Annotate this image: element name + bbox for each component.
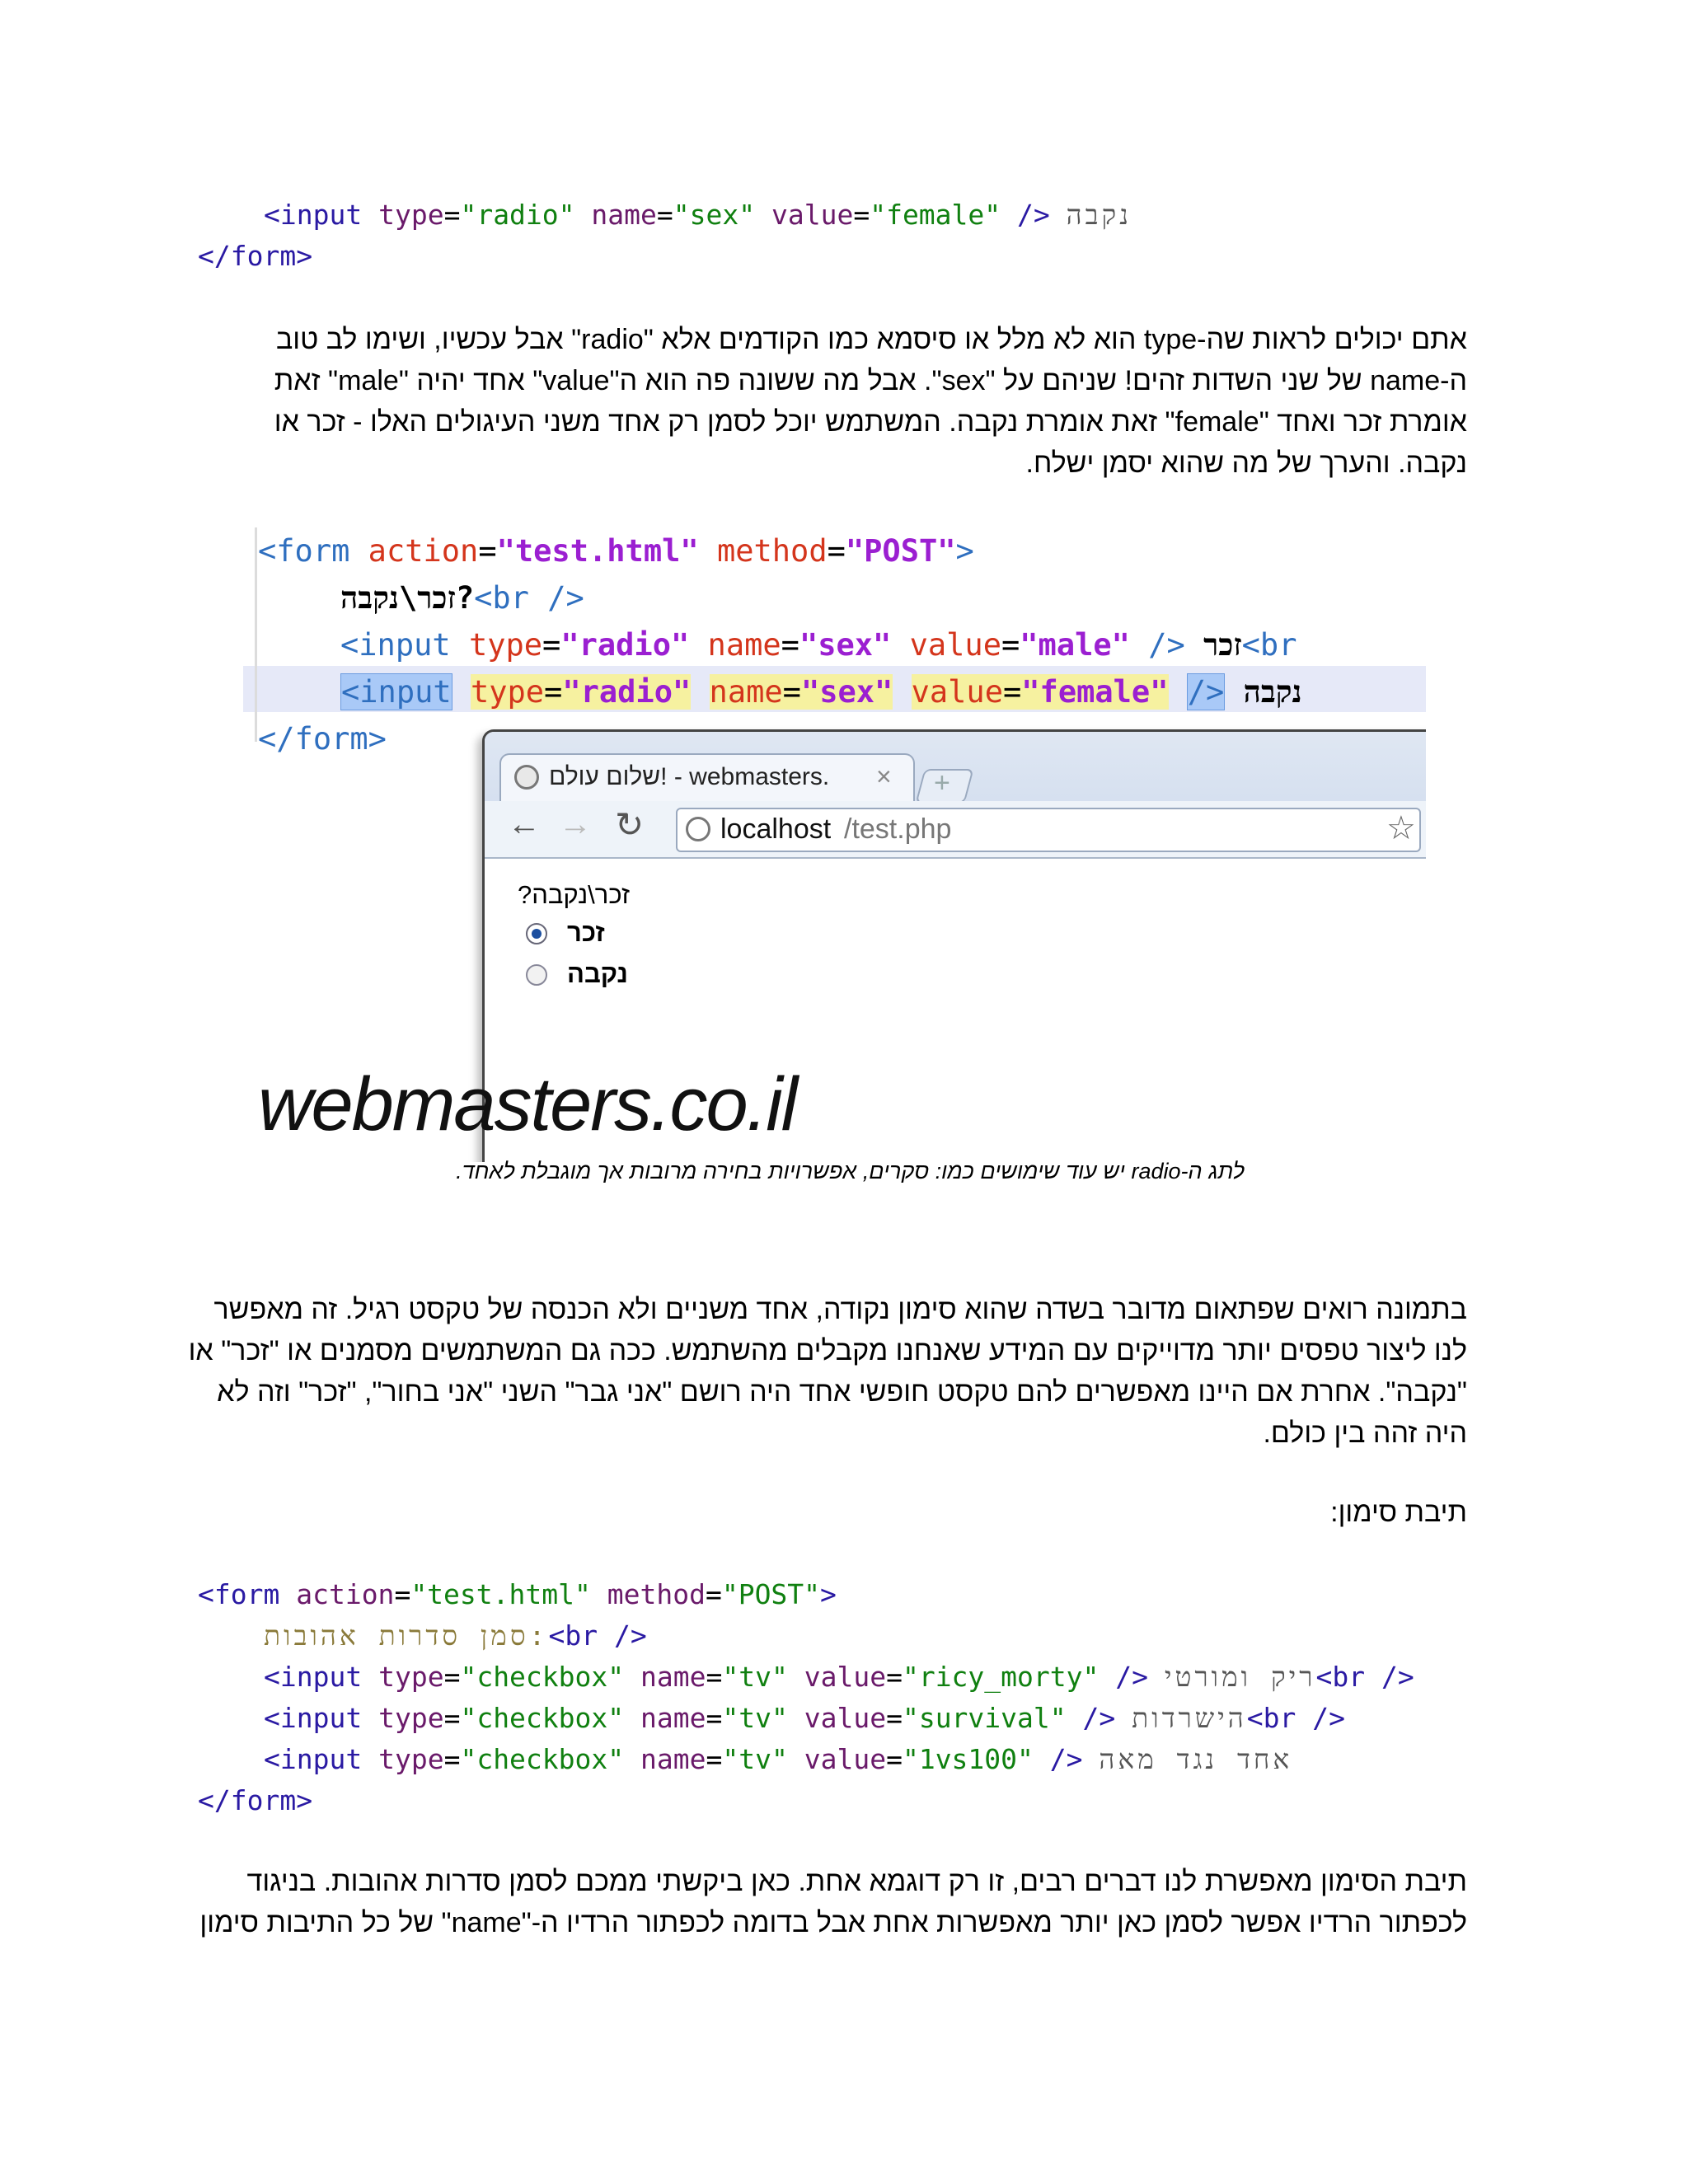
paragraph-line: אתם יכולים לראות שה-type הוא לא מלל או סיסמא כמו הקודמים אלא "radio" אבל עכשיו, ושימו לב טוב [275,324,1467,355]
code-checkbox-row: <input type="checkbox" name="tv" value="1vs100" /> אחד נגד מאה [264,1743,1293,1775]
ide-attr: name [709,674,783,710]
code-string: "1vs100" [902,1743,1034,1775]
code-attr: value [804,1743,887,1775]
code-tag: <br /> [548,1619,647,1652]
code-question-line [264,1615,647,1657]
code-attr: method [607,1578,706,1610]
code-form-close: </form> [198,240,313,272]
code-tag: <input [264,1702,363,1734]
code-tag: /> [1115,1661,1148,1693]
paragraph-line: "נקבה". אחרת אם היינו מאפשרים להם טקסט חופשי אחד היה רושם "אני גבר" השני "אני בחור", "זכר" וזה לא [217,1376,1467,1408]
paragraph-radio-explanation [190,319,1467,484]
paragraph-line: לנו ליצור טפסים יותר מדוייקים עם המידע שאנחנו מקבלים מהשתמש. ככה גם המשתמשים מסמנים או "זכר" או [188,1335,1467,1366]
ide-tag: <input [341,674,452,710]
code-attr: action [296,1578,395,1610]
ide-form-open: <form action="test.html" method="POST"> [258,533,974,569]
tab-close-icon[interactable]: × [876,762,892,791]
ide-question-line [340,574,584,621]
code-tag: > [820,1578,837,1610]
ide-string: "sex" [799,627,892,663]
browser-tab[interactable] [499,753,915,803]
ide-tag: /> [1148,627,1185,663]
paragraph-line: בתמונה רואים שפתאום מדובר בשדה שהוא סימון נקודה, אחד משניים ולא הכנסה של טקסט רגיל. זה מאפשר [213,1294,1467,1325]
address-bar[interactable] [676,808,1421,852]
code-tag: /> [1082,1702,1116,1734]
code-string: "sex" [673,199,756,231]
heading-checkbox: תיבת סימון: [1330,1497,1467,1528]
radio-female-label: נקבה [567,959,628,988]
figure-caption: לתג ה-radio יש עוד שימושים כמו: סקרים, אפשרויות בחירה מרובות אך מוגבלת לאחד. [456,1159,1245,1183]
code-tag: <input [264,1743,363,1775]
code-string: "tv" [722,1702,788,1734]
ide-female-line: <input type="radio" name="sex" value="female" /> נקבה [341,674,1302,710]
ide-attr: action [368,533,479,569]
code-attr: name [640,1743,706,1775]
ide-string: "POST" [845,533,956,569]
ide-attr: type [468,627,543,663]
reload-icon[interactable]: ↻ [615,805,645,844]
radio-female[interactable] [526,964,547,986]
ide-string: "sex" [800,674,893,710]
ide-tag: <br /> [474,580,584,616]
code-string: "female" [870,199,1001,231]
code-text: הישרדות [1132,1702,1247,1734]
watermark-logo: webmasters.co.il [258,1062,797,1146]
screenshot-figure [243,527,1426,1162]
paragraph-radio-benefit [190,1289,1467,1454]
code-text: ריק ומורטי [1164,1661,1316,1693]
code-attr: value [804,1661,887,1693]
url-path: /test.php [844,813,952,845]
code-tag: <form [198,1578,280,1610]
code-tag: <br /> [1246,1702,1346,1734]
code-attr: type [378,1702,444,1734]
ide-tag: <form [258,533,350,569]
ide-attr: value [911,674,1003,710]
code-string: "checkbox" [460,1702,625,1734]
code-string: "tv" [722,1743,788,1775]
code-attr: name [591,199,657,231]
code-tag: <input [264,199,363,231]
code-attr: type [378,199,444,231]
code-text: סמן סדרות אהובות: [264,1619,549,1652]
ide-attr: type [470,674,545,710]
paragraph-line: לכפתור הרדיו אפשר לסמן כאן יותר מאפשרות אחת אבל בדומה לכפתור הרדיו ה-"name" של כל התיבות סימון [199,1907,1467,1938]
ide-attr: name [707,627,781,663]
forward-arrow-icon[interactable]: → [559,806,592,842]
radio-dot [532,929,542,939]
code-string: "radio" [460,199,575,231]
globe-icon [686,817,710,841]
star-icon[interactable]: ☆ [1386,810,1416,846]
code-attr: type [378,1743,444,1775]
radio-male[interactable] [526,923,547,944]
code-string: "POST" [721,1578,821,1610]
code-tag: <input [264,1661,363,1693]
paragraph-line: נקבה. והערך של מה שהוא יסמן ישלח. [1025,448,1467,479]
ide-attr: value [909,627,1001,663]
code-string: "checkbox" [460,1743,625,1775]
form-question: זכר\נקבה? [518,880,631,909]
code-tag: <br /> [1315,1661,1414,1693]
ide-hebrew-text: נקבה [1243,674,1302,710]
code-attr: value [771,199,854,231]
ide-attr: method [716,533,828,569]
ide-male-line: <input type="radio" name="sex" value="male" /> זכר<br [340,627,1297,663]
code-string: "survival" [902,1702,1067,1734]
back-arrow-icon[interactable]: ← [508,806,541,842]
ide-string: "radio" [562,674,692,710]
code-text: נקבה [1066,199,1132,231]
paragraph-line: היה זהה בין כולם. [1263,1418,1467,1449]
code-string: "ricy_morty" [902,1661,1100,1693]
ide-hebrew-text: זכר\נקבה? [340,580,475,616]
ide-tag: <input [340,627,451,663]
paragraph-line: ה-name של שני השדות זהים! שניהם על "sex". אבל מה ששונה פה הוא ה"value" אחד יהיה "male" זאת [274,365,1467,396]
code-form-close: </form> [198,1784,313,1816]
ide-tag: <br [1241,627,1297,663]
radio-male-label: זכר [567,918,605,947]
ide-form-close: </form> [258,721,387,757]
code-attr: name [640,1702,706,1734]
code-attr: value [804,1702,887,1734]
indent-guide [255,527,257,742]
code-tag: /> [1017,199,1050,231]
ide-string: "male" [1020,627,1130,663]
ide-tag: > [955,533,974,569]
globe-icon [514,765,539,790]
ide-hebrew-text: זכר [1203,627,1242,663]
code-text: אחד נגד מאה [1099,1743,1293,1775]
code-string: "test.html" [410,1578,591,1610]
code-string: "checkbox" [460,1661,625,1693]
code-attr: type [378,1661,444,1693]
code-checkbox-row: <input type="checkbox" name="tv" value="ricy_morty" /> ריק ומורטי<br /> [264,1661,1414,1693]
plus-icon: + [933,767,950,799]
ide-string: "radio" [560,627,690,663]
code-form-open: <form action="test.html" method="POST"> [198,1578,837,1610]
ide-string: "female" [1021,674,1169,710]
code-tag: /> [1049,1743,1083,1775]
paragraph-line: אומרת זכר ואחד "female" זאת אומרת נקבה. המשתמש יוכל לסמן רק אחד משני העיגולים האלו - זכר או [274,406,1467,438]
paragraph-checkbox-explanation [190,1861,1467,1943]
browser-toolbar [485,801,1426,859]
code-attr: name [640,1661,706,1693]
url-host: localhost [720,813,832,845]
ide-string: "test.html" [496,533,699,569]
code-line-female-radio: <input type="radio" name="sex" value="female" /> נקבה [264,199,1132,231]
code-checkbox-row: <input type="checkbox" name="tv" value="survival" /> הישרדות<br /> [264,1702,1346,1734]
paragraph-line: תיבת הסימון מאפשרת לנו דברים רבים, זו רק דוגמא אחת. כאן ביקשתי ממכם לסמן סדרות אהובות. בניגוד [246,1866,1467,1897]
tab-title: שלום עולם! - webmasters. [549,763,830,790]
code-string: "tv" [722,1661,788,1693]
new-tab-button[interactable] [915,769,973,804]
ide-tag: /> [1187,674,1225,710]
